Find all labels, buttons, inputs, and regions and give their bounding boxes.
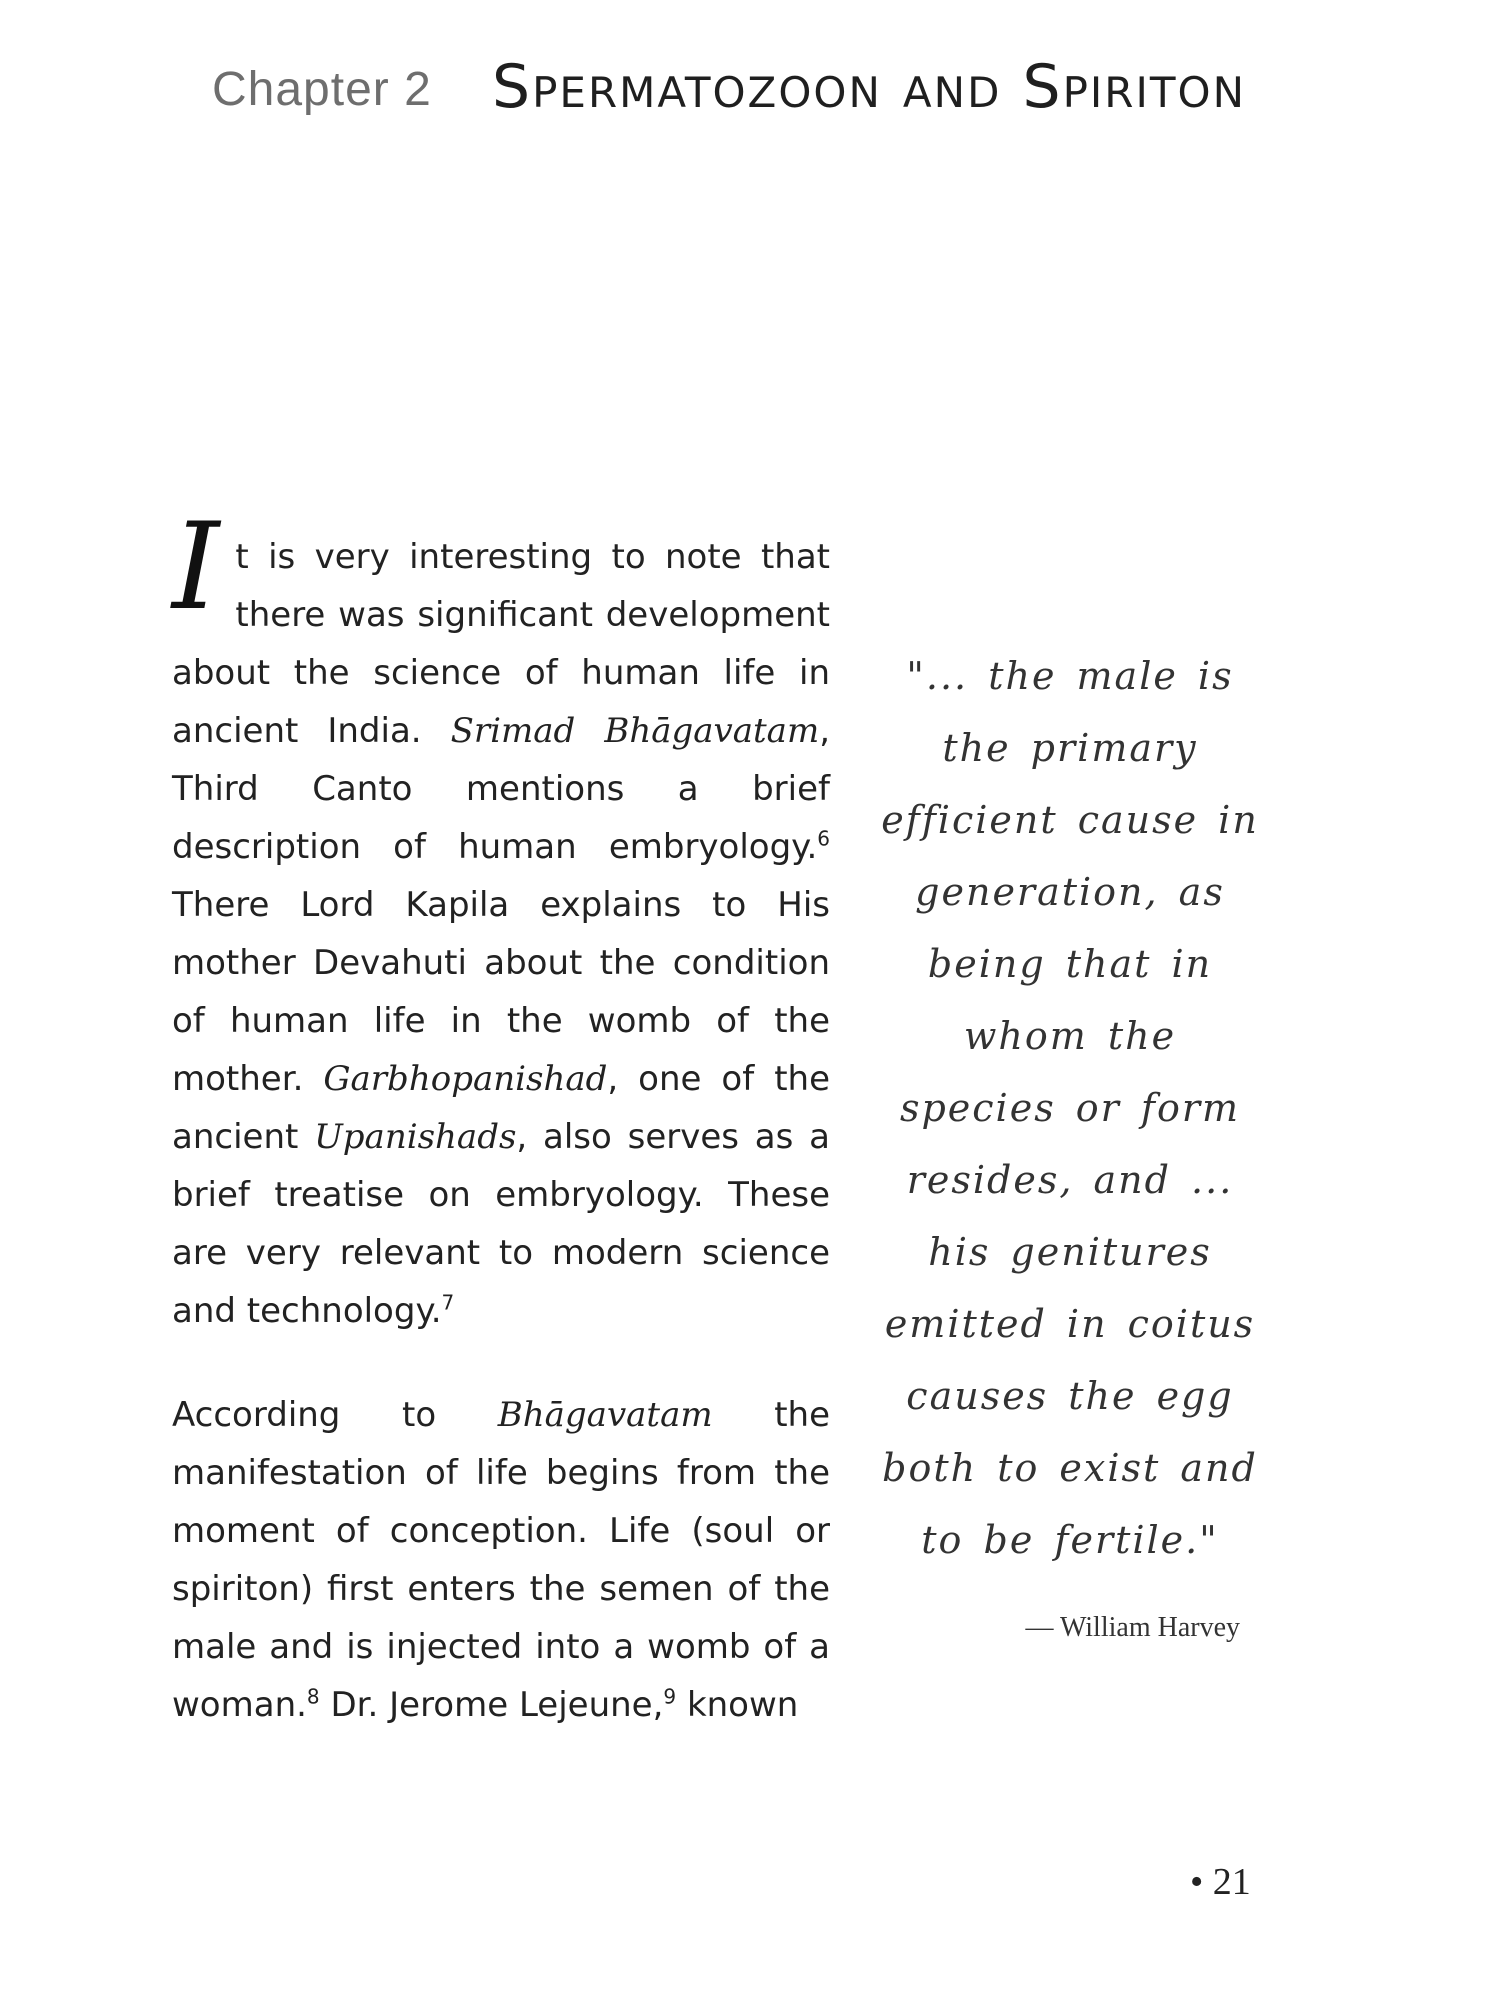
- footnote-ref-9: 9: [663, 1684, 677, 1709]
- text-run: , Third Canto mentions a brief description of human embryology.: [172, 711, 830, 867]
- paragraph-1: [172, 498, 830, 1340]
- quote-text: "... the male is the primary efficient cause in generation, as being that in whom the species or form resides, and ... his genitures emitted in coitus causes the egg both to exist and to be fertile.": [881, 654, 1259, 1562]
- chapter-header: [212, 52, 1332, 132]
- footnote-ref-7: 7: [441, 1290, 455, 1315]
- drop-cap: I: [172, 498, 220, 637]
- chapter-title: Spermatozoon and Spiriton: [492, 52, 1246, 122]
- text-run: known: [676, 1685, 799, 1725]
- chapter-label: Chapter 2: [212, 63, 432, 116]
- main-text-column: [172, 498, 831, 1734]
- book-title-upanishads: Upanishads: [314, 1117, 517, 1157]
- text-run: Dr. Jerome Lejeune,: [319, 1685, 664, 1725]
- text-run: t is very interesting to note that there was significant development about the science of human life in ancient India.: [172, 537, 830, 751]
- quote-attribution: — William Harvey: [1025, 1612, 1240, 1643]
- text-run: , one of the ancient: [172, 1059, 830, 1157]
- footnote-ref-8: 8: [306, 1684, 320, 1709]
- text-run: , also serves as a brief treatise on embryology. These are very relevant to modern science and technology.: [172, 1117, 830, 1331]
- book-title-garbhopanishad: Garbhopanishad: [323, 1059, 608, 1099]
- footnote-ref-6: 6: [817, 826, 830, 851]
- book-title-bhagavatam: Bhāgavatam: [497, 1395, 713, 1435]
- text-run: the manifestation of life begins from the moment of conception. Life (soul or spiriton) first enters the semen of the male and is injected into a womb of a woman.: [172, 1395, 831, 1725]
- book-title-srimad-bhagavatam: Srimad Bhāgavatam: [450, 711, 820, 751]
- page-number: • 21: [1190, 1861, 1251, 1903]
- text-run: According to: [172, 1395, 498, 1435]
- paragraph-2: [172, 1386, 830, 1734]
- pull-quote: [880, 640, 1260, 1644]
- text-run: There Lord Kapila explains to His mother Devahuti about the condition of human life in the womb of the mother.: [172, 885, 830, 1099]
